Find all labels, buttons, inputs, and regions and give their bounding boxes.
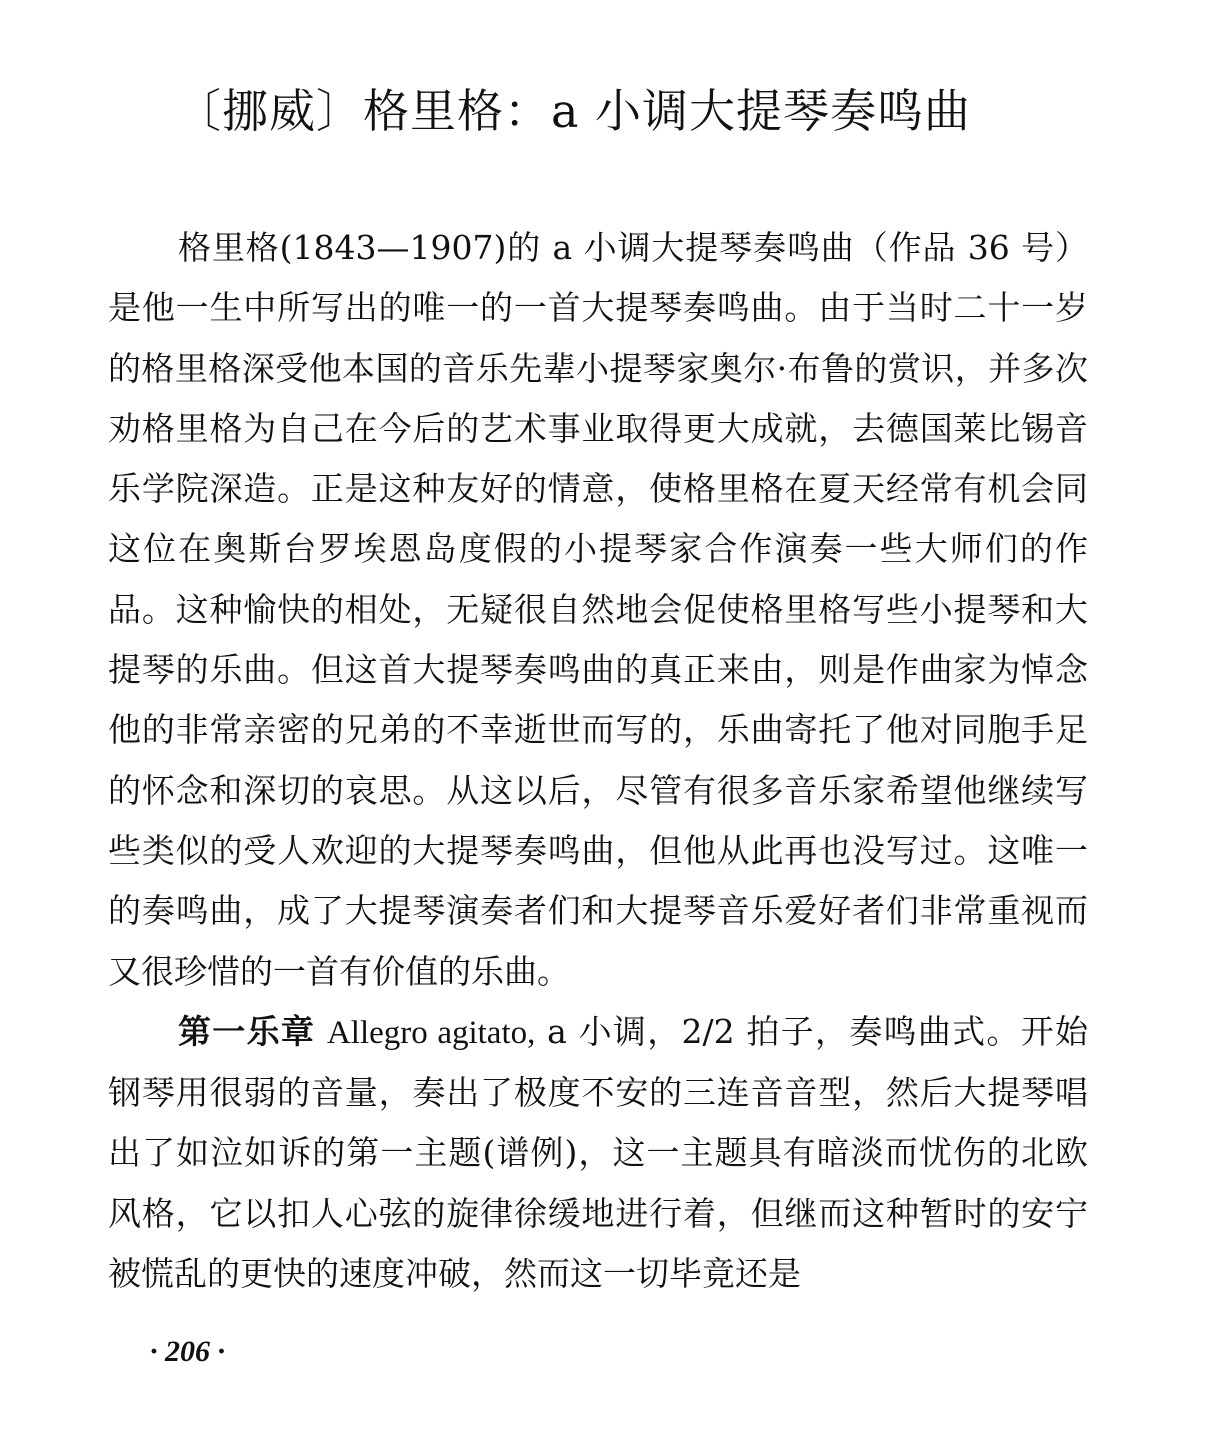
movement-paragraph <box>108 1002 1088 1304</box>
intro-paragraph: 格里格(1843—1907)的 a 小调大提琴奏鸣曲（作品 36 号）是他一生中所写出的唯一的一首大提琴奏鸣曲。由于当时二十一岁的格里格深受他本国的音乐先辈小提琴家奥尔·布鲁的赏识，并多次劝格里格为自己在今后的艺术事业取得更大成就，去德国莱比锡音乐学院深造。正是这种友好的情意，使格里格在夏天经常有机会同这位在奥斯台罗埃恩岛度假的小提琴家合作演奏一些大师们的作品。这种愉快的相处，无疑很自然地会促使格里格写些小提琴和大提琴的乐曲。但这首大提琴奏鸣曲的真正来由，则是作曲家为悼念他的非常亲密的兄弟的不幸逝世而写的，乐曲寄托了他对同胞手足的怀念和深切的哀思。从这以后，尽管有很多音乐家希望他继续写些类似的受人欢迎的大提琴奏鸣曲，但他从此再也没写过。这唯一的奏鸣曲，成了大提琴演奏者们和大提琴音乐爱好者们非常重视而又很珍惜的一首有价值的乐曲。 <box>108 228 1088 991</box>
body-text <box>108 218 1088 1304</box>
movement-tempo: Allegro agitato, <box>326 1014 536 1051</box>
movement-heading: 第一乐章 <box>178 1011 316 1051</box>
movement-text: a 小调，2/2 拍子，奏鸣曲式。开始钢琴用很弱的音量，奏出了极度不安的三连音音型，然后大提琴唱出了如泣如诉的第一主题(谱例)，这一主题具有暗淡而忧伤的北欧风格，它以扣人心弦的旋律徐缓地进行着，但继而这种暂时的安宁被慌乱的更快的速度冲破，然而这一切毕竟还是 <box>108 1011 1089 1294</box>
page-number: · 206 · <box>150 1335 225 1368</box>
page-title: 〔挪威〕格里格：a 小调大提琴奏鸣曲 <box>175 84 972 138</box>
